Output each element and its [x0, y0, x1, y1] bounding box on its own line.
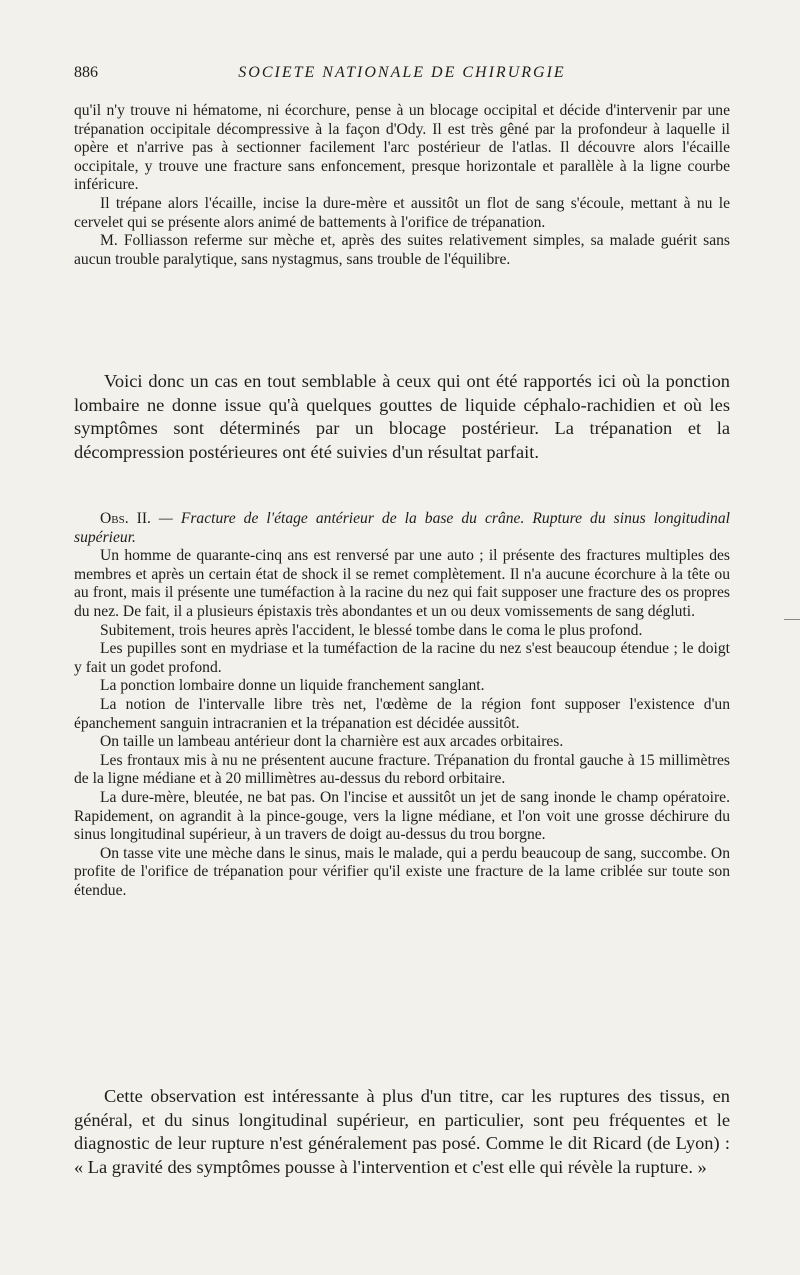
conclusion-block [74, 1085, 730, 1179]
paragraph: Les pupilles sont en mydriase et la tuméfaction de la racine du nez s'est beaucoup étendue ; le doigt y fait un godet profond. [74, 640, 730, 676]
paragraph: La dure-mère, bleutée, ne bat pas. On l'incise et aussitôt un jet de sang inonde le champ opératoire. Rapidement, on agrandit à la pince-gouge, vers la ligne médiane, et l'on voit une grosse déchirure du sinus longitudinal supérieur, à un travers de doigt au-dessus du trou borgne. [74, 788, 730, 844]
running-title: SOCIETE NATIONALE DE CHIRURGIE [238, 64, 566, 81]
page-header [74, 64, 730, 86]
paragraph: M. Folliasson referme sur mèche et, après des suites relativement simples, sa malade guérit sans aucun trouble paralytique, sans nystagmus, sans trouble de l'équilibre. [74, 232, 730, 268]
paragraph: Subitement, trois heures après l'accident, le blessé tombe dans le coma le plus profond. [100, 621, 643, 639]
observation-block [74, 510, 730, 900]
commentary-block [74, 370, 730, 464]
paragraph: La ponction lombaire donne un liquide franchement sanglant. [100, 677, 485, 695]
paragraph: Voici donc un cas en tout semblable à ceux qui ont été rapportés ici où la ponction lombaire ne donne issue qu'à quelques gouttes de liquide céphalo-rachidien et où les symptômes sont déterminés par un blocage postérieur. La trépanation et la décompression postérieures ont été suivies d'un résultat parfait. [74, 371, 730, 462]
paragraph: La notion de l'intervalle libre très net, l'œdème de la région font supposer l'existence d'un épanchement sanguin intracranien et la trépanation est décidée aussitôt. [74, 695, 730, 732]
observation-title: Fracture de l'étage antérieur de la base du crâne. Rupture du sinus longitudinal supérieur. [74, 510, 730, 546]
page-number: 886 [74, 64, 98, 81]
paragraph: Les frontaux mis à nu ne présentent aucune fracture. Trépanation du frontal gauche à 15 millimètres de la ligne médiane et à 20 millimètres au-dessus du rebord orbitaire. [74, 751, 730, 788]
paragraph: Il trépane alors l'écaille, incise la dure-mère et aussitôt un flot de sang s'écoule, mettant à nu le cervelet qui se présente alors animé de battements à l'orifice de trépanation. [74, 194, 730, 231]
paragraph: On taille un lambeau antérieur dont la charnière est aux arcades orbitaires. [100, 733, 564, 751]
margin-mark [784, 619, 800, 620]
paragraph: Cette observation est intéressante à plus d'un titre, car les ruptures des tissus, en général, et du sinus longitudinal supérieur, en particulier, sont peu fréquentes et le diagnostic de leur rupture n'est généralement pas posé. Comme le dit Ricard (de Lyon) : « La gravité des symptômes pousse à l'intervention et c'est elle qui révèle la rupture. » [74, 1086, 730, 1177]
paragraph: qu'il n'y trouve ni hématome, ni écorchure, pense à un blocage occipital et décide d'intervenir par une trépanation occipitale décompressive à la façon d'Ody. Il est très gêné par la profondeur à laquelle il opère et n'arrive pas à sectionner facilement l'arc postérieur de l'atlas. Il découvre alors l'écaille occipitale, y trouve une fracture sans enfoncement, presque horizontale et parallèle à la ligne courbe inféricure. [74, 102, 730, 194]
observation-heading [74, 510, 730, 547]
paragraph: On tasse vite une mèche dans le sinus, mais le malade, qui a perdu beaucoup de sang, succombe. On profite de l'orifice de trépanation pour vérifier qu'il existe une fracture de la lame criblée sur toute son étendue. [74, 844, 730, 899]
paragraph: Un homme de quarante-cinq ans est renversé par une auto ; il présente des fractures multiples des membres et après un certain état de shock il se remet complètement. Il n'a aucune écorchure à la tête ou au front, mais il présente une tuméfaction à la racine du nez qui fait supposer une fracture des os propres du nez. De fait, il a plusieurs épistaxis très abondantes et un ou deux vomissements de sang dégluti. [74, 547, 730, 620]
observation-dash: — [150, 510, 181, 527]
observation-label: Obs. II. [100, 510, 151, 527]
text-block-continuation [74, 102, 730, 269]
